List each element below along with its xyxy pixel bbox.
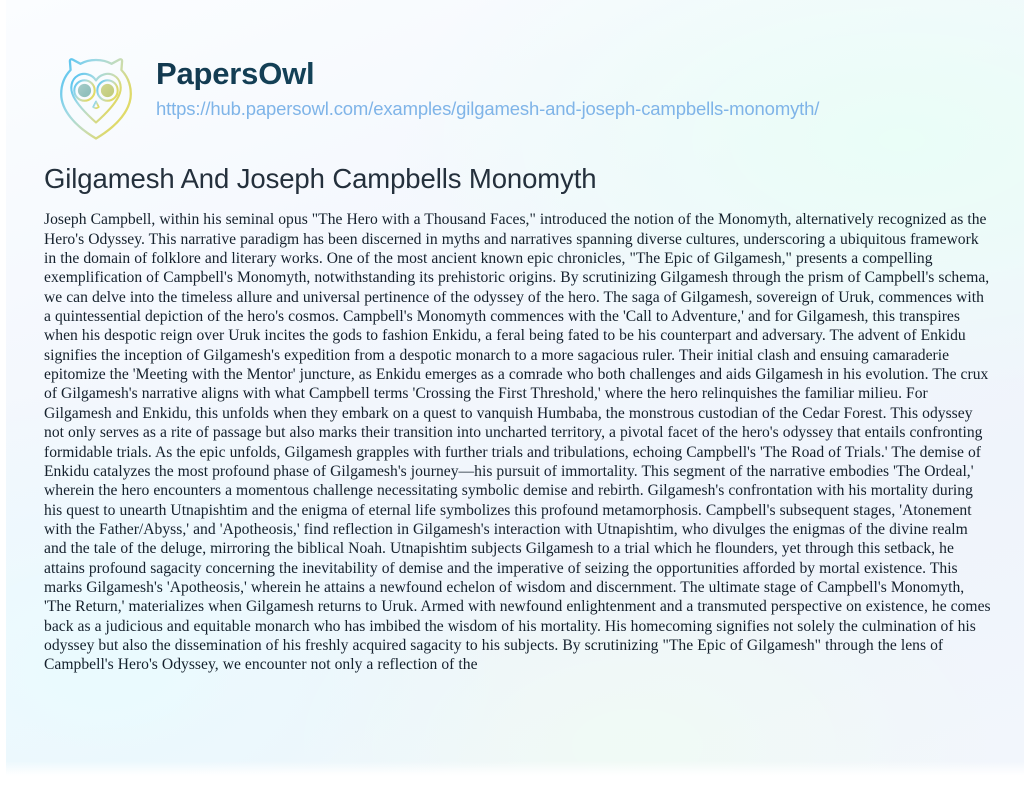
site-url[interactable]: https://hub.papersowl.com/examples/gilgamesh-and-joseph-campbells-monomyth/ <box>156 97 820 119</box>
article-body-text: Joseph Campbell, within his seminal opus "The Hero with a Thousand Faces," introduced the notion of the Monomyth, alternatively recognized as the Hero's Odyssey. This narrative paradigm has been discerned in myths and narratives spanning diverse cultures, underscoring a ubiquitous framework in the domain of folklore and literary works. One of the most ancient known epic chronicles, "The Epic of Gilgamesh," presents a compelling exemplification of Campbell's Monomyth, notwithstanding its prehistoric origins. By scrutinizing Gilgamesh through the prism of Campbell's schema, we can delve into the timeless allure and universal pertinence of the odyssey of the hero. The saga of Gilgamesh, sovereign of Uruk, commences with a quintessential depiction of the hero's cosmos. Campbell's Monomyth commences with the 'Call to Adventure,' and for Gilgamesh, this transpires when his despotic reign over Uruk incites the gods to fashion Enkidu, a feral being fated to be his counterpart and adversary. The advent of Enkidu signifies the inception of Gilgamesh's expedition from a despotic monarch to a more sagacious ruler. Their initial clash and ensuing camaraderie epitomize the 'Meeting with the Mentor' juncture, as Enkidu emerges as a comrade who both challenges and aids Gilgamesh in his evolution. The crux of Gilgamesh's narrative aligns with what Campbell terms 'Crossing the First Threshold,' where the hero relinquishes the familiar milieu. For Gilgamesh and Enkidu, this unfolds when they embark on a quest to vanquish Humbaba, the monstrous custodian of the Cedar Forest. This odyssey not only serves as a rite of passage but also marks their transition into uncharted territory, a pivotal facet of the hero's odyssey that entails confronting formidable trials. As the epic unfolds, Gilgamesh grapples with further trials and tribulations, echoing Campbell's 'The Road of Trials.' The demise of Enkidu catalyzes the most profound phase of Gilgamesh's journey—his pursuit of immortality. This segment of the narrative embodies 'The Ordeal,' wherein the hero encounters a momentous challenge necessitating symbolic demise and rebirth. Gilgamesh's confrontation with his mortality during his quest to unearth Utnapishtim and the enigma of eternal life symbolizes this profound metamorphosis. Campbell's subsequent stages, 'Atonement with the Father/Abyss,' and 'Apotheosis,' find reflection in Gilgamesh's interaction with Utnapishtim, who divulges the enigmas of the divine realm and the tale of the deluge, mirroring the biblical Noah. Utnapishtim subjects Gilgamesh to a trial which he flounders, yet through this setback, he attains profound sagacity concerning the inevitability of demise and the imperative of seizing the opportunities afforded by mortal existence. This marks Gilgamesh's 'Apotheosis,' wherein he attains a newfound echelon of wisdom and discernment. The ultimate stage of Campbell's Monomyth, 'The Return,' materializes when Gilgamesh returns to Uruk. Armed with newfound enlightenment and a transmuted perspective on existence, he comes back as a judicious and equitable monarch who has imbibed the wisdom of his mortality. His homecoming signifies not solely the culmination of his odyssey but also the dissemination of his freshly acquired sagacity to his subjects. By scrutinizing "The Epic of Gilgamesh" through the lens of Campbell's Hero's Odyssey, we encounter not only a reflection of the <box>44 211 991 674</box>
owl-logo-icon <box>50 52 142 144</box>
site-header <box>44 48 974 150</box>
screenshot-canvas <box>6 0 1024 777</box>
page-title: Gilgamesh And Joseph Campbells Monomyth <box>44 163 597 194</box>
brand-name: PapersOwl <box>156 58 819 90</box>
brand-block <box>156 58 819 120</box>
article <box>44 162 992 675</box>
